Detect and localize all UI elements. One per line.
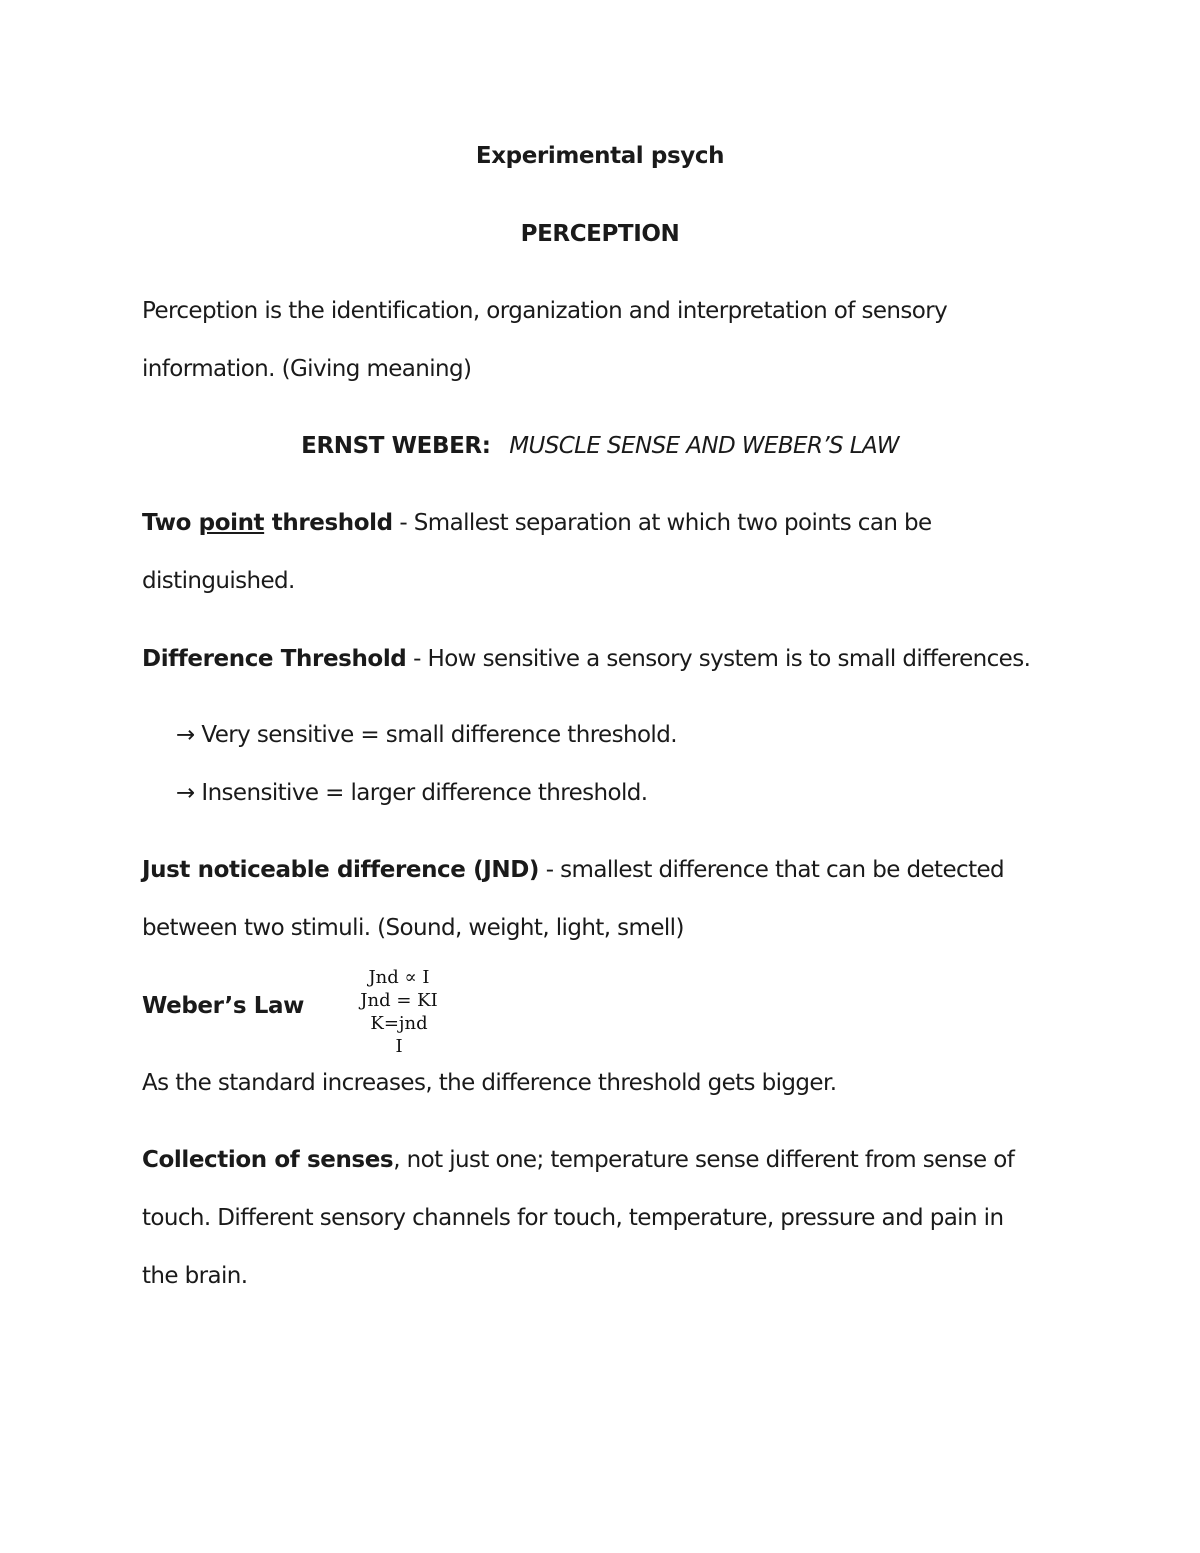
two-point-definition-line-1 — [142, 510, 932, 536]
formula-line-3: K=jnd — [370, 1013, 428, 1034]
perception-definition-line-2: information. (Giving meaning) — [142, 356, 472, 382]
weber-heading-name: ERNST WEBER: — [301, 433, 491, 459]
standard-increase-line: As the standard increases, the difference threshold gets bigger. — [142, 1070, 837, 1096]
collection-term: Collection of senses — [142, 1147, 394, 1173]
two-point-term-a: Two — [142, 510, 199, 536]
two-point-term-b: point — [198, 510, 265, 536]
two-point-term-c: threshold — [264, 510, 393, 536]
collection-line-2: touch. Different sensory channels for touch, temperature, pressure and pain in — [142, 1205, 1004, 1231]
document-title: Experimental psych — [475, 143, 725, 169]
difference-threshold-term: Difference Threshold — [142, 646, 407, 672]
weber-heading — [0, 433, 1200, 459]
webers-law-formula — [340, 966, 458, 1058]
bullet-insensitive: → Insensitive = larger difference threshold. — [176, 780, 648, 806]
formula-line-4: I — [395, 1036, 403, 1057]
weber-heading-subtitle: MUSCLE SENSE AND WEBER’S LAW — [509, 433, 899, 459]
jnd-definition-line-1 — [142, 857, 1004, 883]
webers-law-label: Weber’s Law — [142, 993, 304, 1019]
collection-line-3: the brain. — [142, 1263, 248, 1289]
formula-line-2: Jnd = KI — [360, 990, 438, 1011]
formula-line-1: Jnd ∝ I — [368, 967, 430, 988]
collection-def: , not just one; temperature sense different from sense of — [393, 1147, 1015, 1173]
perception-definition-line-1: Perception is the identification, organization and interpretation of sensory — [142, 298, 948, 324]
difference-threshold-definition — [142, 646, 1030, 672]
bullet-very-sensitive: → Very sensitive = small difference threshold. — [176, 722, 677, 748]
collection-line-1 — [142, 1147, 1014, 1173]
two-point-definition-line-2: distinguished. — [142, 568, 295, 594]
two-point-def: - Smallest separation at which two points can be — [392, 510, 932, 536]
difference-threshold-def: - How sensitive a sensory system is to small differences. — [406, 646, 1031, 672]
jnd-definition-line-2: between two stimuli. (Sound, weight, light, smell) — [142, 915, 684, 941]
section-heading: PERCEPTION — [520, 221, 680, 247]
jnd-term: Just noticeable difference (JND) — [142, 857, 540, 883]
jnd-def: - smallest difference that can be detected — [539, 857, 1005, 883]
